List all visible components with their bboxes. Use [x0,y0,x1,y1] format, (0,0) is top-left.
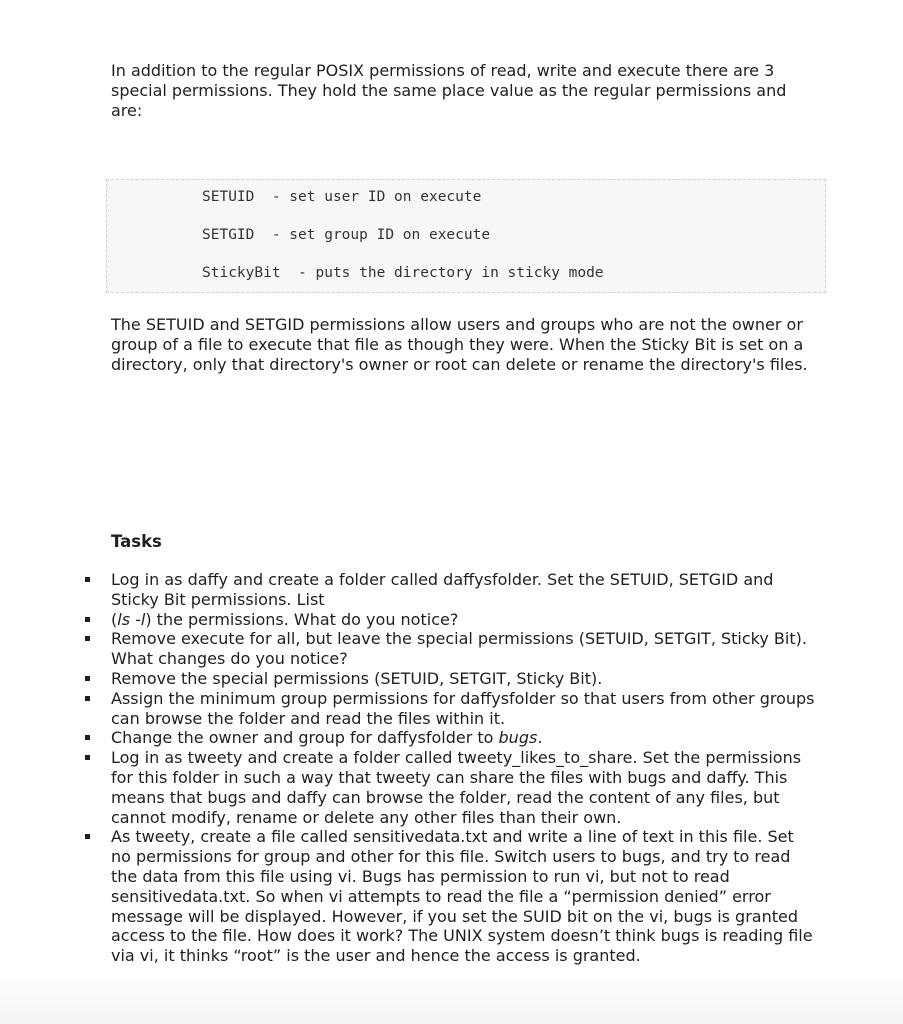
task-text: Log in as tweety and create a folder called tweety_likes_to_share. Set the permissions for this folder in such a way that tweety can share the files with bugs and daffy. This means that bugs and daffy can browse the folder, read the content of any files, but cannot modify, rename or delete any other files than their own. [111,748,802,827]
task-text: Assign the minimum group permissions for daffysfolder so that users from other groups can browse the folder and read the files within it. [111,688,815,728]
bullet-icon [85,755,90,760]
task-text: Remove the special permissions (SETUID, SETGIT, Sticky Bit). [111,668,603,688]
bullet-icon [85,636,90,641]
task-text-suffix: . [537,728,543,748]
bullet-icon [85,696,90,701]
list-item [111,629,816,669]
list-item [111,728,816,748]
list-item [111,748,816,827]
bullet-icon [85,735,90,740]
tasks-list [111,570,816,966]
intro-paragraph: In addition to the regular POSIX permissions of read, write and execute there are 3 special permissions. They hold the same place value as the regular permissions and are: [111,61,787,120]
list-item [111,827,816,966]
task-text: Remove execute for all, but leave the special permissions (SETUID, SETGIT, Sticky Bit). What changes do you notice? [111,629,807,669]
explanation-paragraph: The SETUID and SETGID permissions allow users and groups who are not the owner or group of a file to execute that file as though they were. When the Sticky Bit is set on a directory, only that directory's owner or root can delete or rename the directory's files. [111,315,808,374]
task-text-emphasis: ls -l [117,609,146,629]
bullet-icon [85,834,90,839]
bullet-icon [85,617,90,622]
code-line-setgid: SETGID - set group ID on execute [202,227,491,243]
list-item [111,570,816,610]
code-line-setuid: SETUID - set user ID on execute [202,189,482,205]
list-item [111,689,816,729]
task-text: Log in as daffy and create a folder called daffysfolder. Set the SETUID, SETGID and Sticky Bit permissions. List [111,570,774,609]
task-text-suffix: ) the permissions. What do you notice? [145,609,459,629]
bullet-icon [85,676,90,681]
task-text-prefix: Change the owner and group for daffysfolder to [111,728,499,748]
list-item [111,610,816,630]
task-text-emphasis: bugs [498,728,538,748]
list-item [111,669,816,689]
bullet-icon [85,577,90,582]
code-block [106,179,826,293]
task-text-prefix: ( [111,609,118,629]
code-line-stickybit: StickyBit - puts the directory in sticky mode [202,265,604,281]
tasks-heading: Tasks [111,532,162,551]
task-text: As tweety, create a file called sensitivedata.txt and write a line of text in this file. Set no permissions for group and other for this file. Switch users to bugs, and try to read the data from this file using vi. Bugs has permission to run vi, but not to read sensitivedata.txt. So when vi attempts to read the file a “permission denied” error message will be displayed. However, if you set the SUID bit on the vi, bugs is granted access to the file. How does it work? The UNIX system doesn’t think bugs is reading file via vi, it thinks “root” is the user and hence the access is granted. [111,827,813,966]
page-bottom-fade [0,976,903,1024]
